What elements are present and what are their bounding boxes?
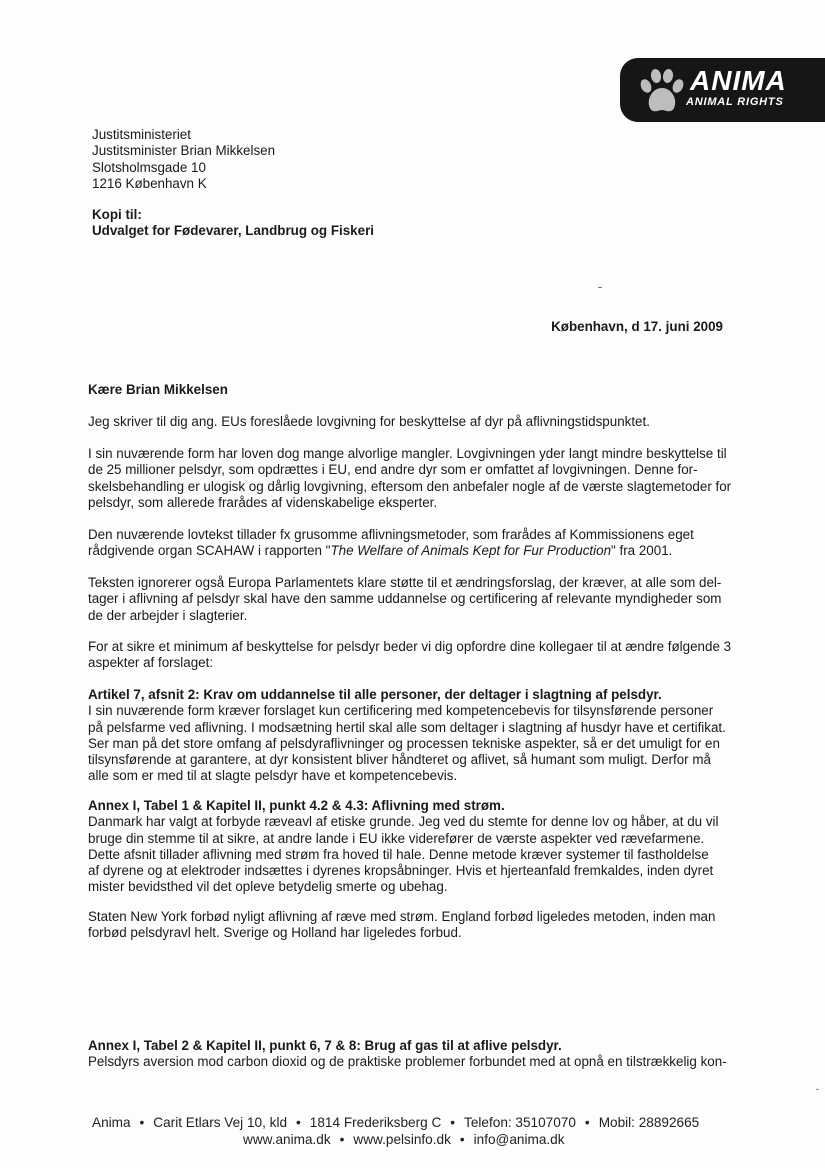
footer-org: Anima [92,1115,131,1130]
text-line: Danmark har valgt at forbyde ræveavl af etiske grunde. Jeg ved du stemte for denne lov og håber, at du vil [88,814,719,830]
recipient-line: 1216 København K [92,175,207,191]
text-line: på pelsfarme ved aflivning. I modsætning hertil skal alle som deltager i slagtning af husdyr have et certifikat. [88,719,726,735]
recipient-line: Slotsholmsgade 10 [92,159,206,175]
text-line: Den nuværende lovtekst tillader fx grusomme aflivningsmetoder, som frarådes af Kommissionens eget [88,527,694,542]
footer-mobile: Mobil: 28892665 [598,1115,700,1130]
recipient-address [92,127,275,192]
letter-date: København, d 17. juni 2009 [551,319,723,334]
scan-speck [598,287,602,288]
text-line: Pelsdyrs aversion mod carbon dioxid og de praktiske problemer forbundet med at opnå en tilstrækkelig kon- [88,1054,727,1070]
footer-email: info@anima.dk [473,1132,565,1147]
paragraph-deficiencies [88,446,748,511]
footer-website: www.anima.dk [243,1132,331,1147]
text-line: de 25 millioner pelsdyr, som opdrættes i EU, end andre dyr som er omfattet af lovgivningen. Denne for- [88,462,698,478]
logo-subtitle: ANIMAL RIGHTS [686,96,784,108]
text-line: af dyrene og at elektroder indsættes i dyrenes kropsåbninger. Hvis et hjerteanfald fremkaldes, inden dyret [88,863,714,879]
text-span: " fra 2001. [611,543,673,559]
bullet-separator: • [450,1115,456,1130]
footer-phone: Telefon: 35107070 [464,1115,576,1130]
paragraph-request [88,639,748,672]
text-line: aspekter af forslaget: [88,655,214,671]
report-title: The Welfare of Animals Kept for Fur Production [330,543,612,559]
footer-line-1 [92,1115,699,1130]
bullet-separator: • [139,1115,145,1130]
text-line: tilsynsførende at garantere, at dyr konsistent bliver håndteret og aflivet, så humant som muligt. Derfor må [88,752,711,768]
copy-label: Kopi til: [92,207,142,222]
footer-line-2 [243,1132,565,1147]
salutation: Kære Brian Mikkelsen [88,382,228,397]
scan-mark: - [816,1084,819,1094]
text-line: Jeg skriver til dig ang. EUs foreslåede lovgivning for beskyttelse af dyr på aflivningstidspunktet. [88,414,650,429]
paragraph-intro [88,414,748,430]
text-line: skelsbehandling er ulogisk og dårlig lovgivning, eftersom den anbefaler nogle af de værste slagtemetoder for [88,478,732,494]
text-span: rådgivende organ SCAHAW i rapporten " [88,543,331,559]
recipient-line: Justitsminister Brian Mikkelsen [92,143,276,159]
text-line: Staten New York forbød nyligt aflivning af ræve med strøm. England forbød ligeledes metoden, inden man [88,909,716,924]
anima-logo [620,58,825,122]
footer-website-pelsinfo: www.pelsinfo.dk [353,1132,451,1147]
bullet-separator: • [459,1132,465,1147]
section-article-7 [88,687,748,785]
bullet-separator: • [296,1115,301,1130]
section-heading: Annex I, Tabel 2 & Kapitel II, punkt 6, 7 & 8: Brug af gas til at aflive pelsdyr. [88,1038,562,1053]
text-line: pelsdyr, som allerede frarådes af videnskabelige eksperter. [88,494,438,510]
section-heading: Artikel 7, afsnit 2: Krav om uddannelse til alle personer, der deltager i slagtning af pelsdyr. [88,687,662,702]
section-electrocution [88,798,748,896]
paragraph-bans [88,909,748,942]
paragraph-parliament [88,575,748,624]
paw-print-icon [634,66,692,116]
text-line [88,543,748,559]
text-line: I sin nuværende form har loven dog mange alvorlige mangler. Lovgivningen yder langt mindre beskyttelse til [88,446,727,461]
bullet-separator: • [339,1132,345,1147]
footer-street: Carit Etlars Vej 10, kld [153,1115,288,1130]
text-line: tager i aflivning af pelsdyr skal have den samme uddannelse og certificering af relevante myndigheder som [88,591,722,607]
bullet-separator: • [584,1115,590,1130]
recipient-line: Justitsministeriet [92,127,191,142]
text-line: alle som er med til at slagte pelsdyr have et kompetencebevis. [88,768,458,784]
text-line: For at sikre et minimum af beskyttelse for pelsdyr beder vi dig opfordre dine kollegaer til at ændre følgende 3 [88,639,732,654]
section-gas [88,1038,748,1071]
text-line: forbød pelsdyravl helt. Sverige og Holland har ligeledes forbud. [88,925,462,941]
text-line: de der arbejder i slagterier. [88,607,248,623]
section-heading: Annex I, Tabel 1 & Kapitel II, punkt 4.2 & 4.3: Aflivning med strøm. [88,798,505,813]
text-line: Dette afsnit tillader aflivning med strøm fra hoved til hale. Denne metode kræver systemer til fastholdelse [88,846,709,862]
text-line: Ser man på det store omfang af pelsdyraflivninger og processen tekniske aspekter, så er det umuligt for en [88,735,720,751]
copy-name: Udvalget for Fødevarer, Landbrug og Fiskeri [92,223,375,239]
text-line: Teksten ignorerer også Europa Parlamentets klare støtte til et ændringsforslag, der kræver, at alle som del- [88,575,722,590]
text-line: I sin nuværende form kræver forslaget kun certificering med kompetencebevis for tilsynsførende personer [88,703,714,719]
logo-brand: ANIMA [690,65,787,96]
copy-to [92,207,374,240]
text-line: mister bevidsthed vil det opleve betydelig smerte og ubehag. [88,879,448,895]
text-line: bruge din stemme til at sikre, at andre lande i EU ikke viderefører de værste aspekter ved rævefarmene. [88,830,705,846]
paragraph-scahaw [88,527,748,560]
footer-city: 1814 Frederiksberg C [309,1115,442,1130]
